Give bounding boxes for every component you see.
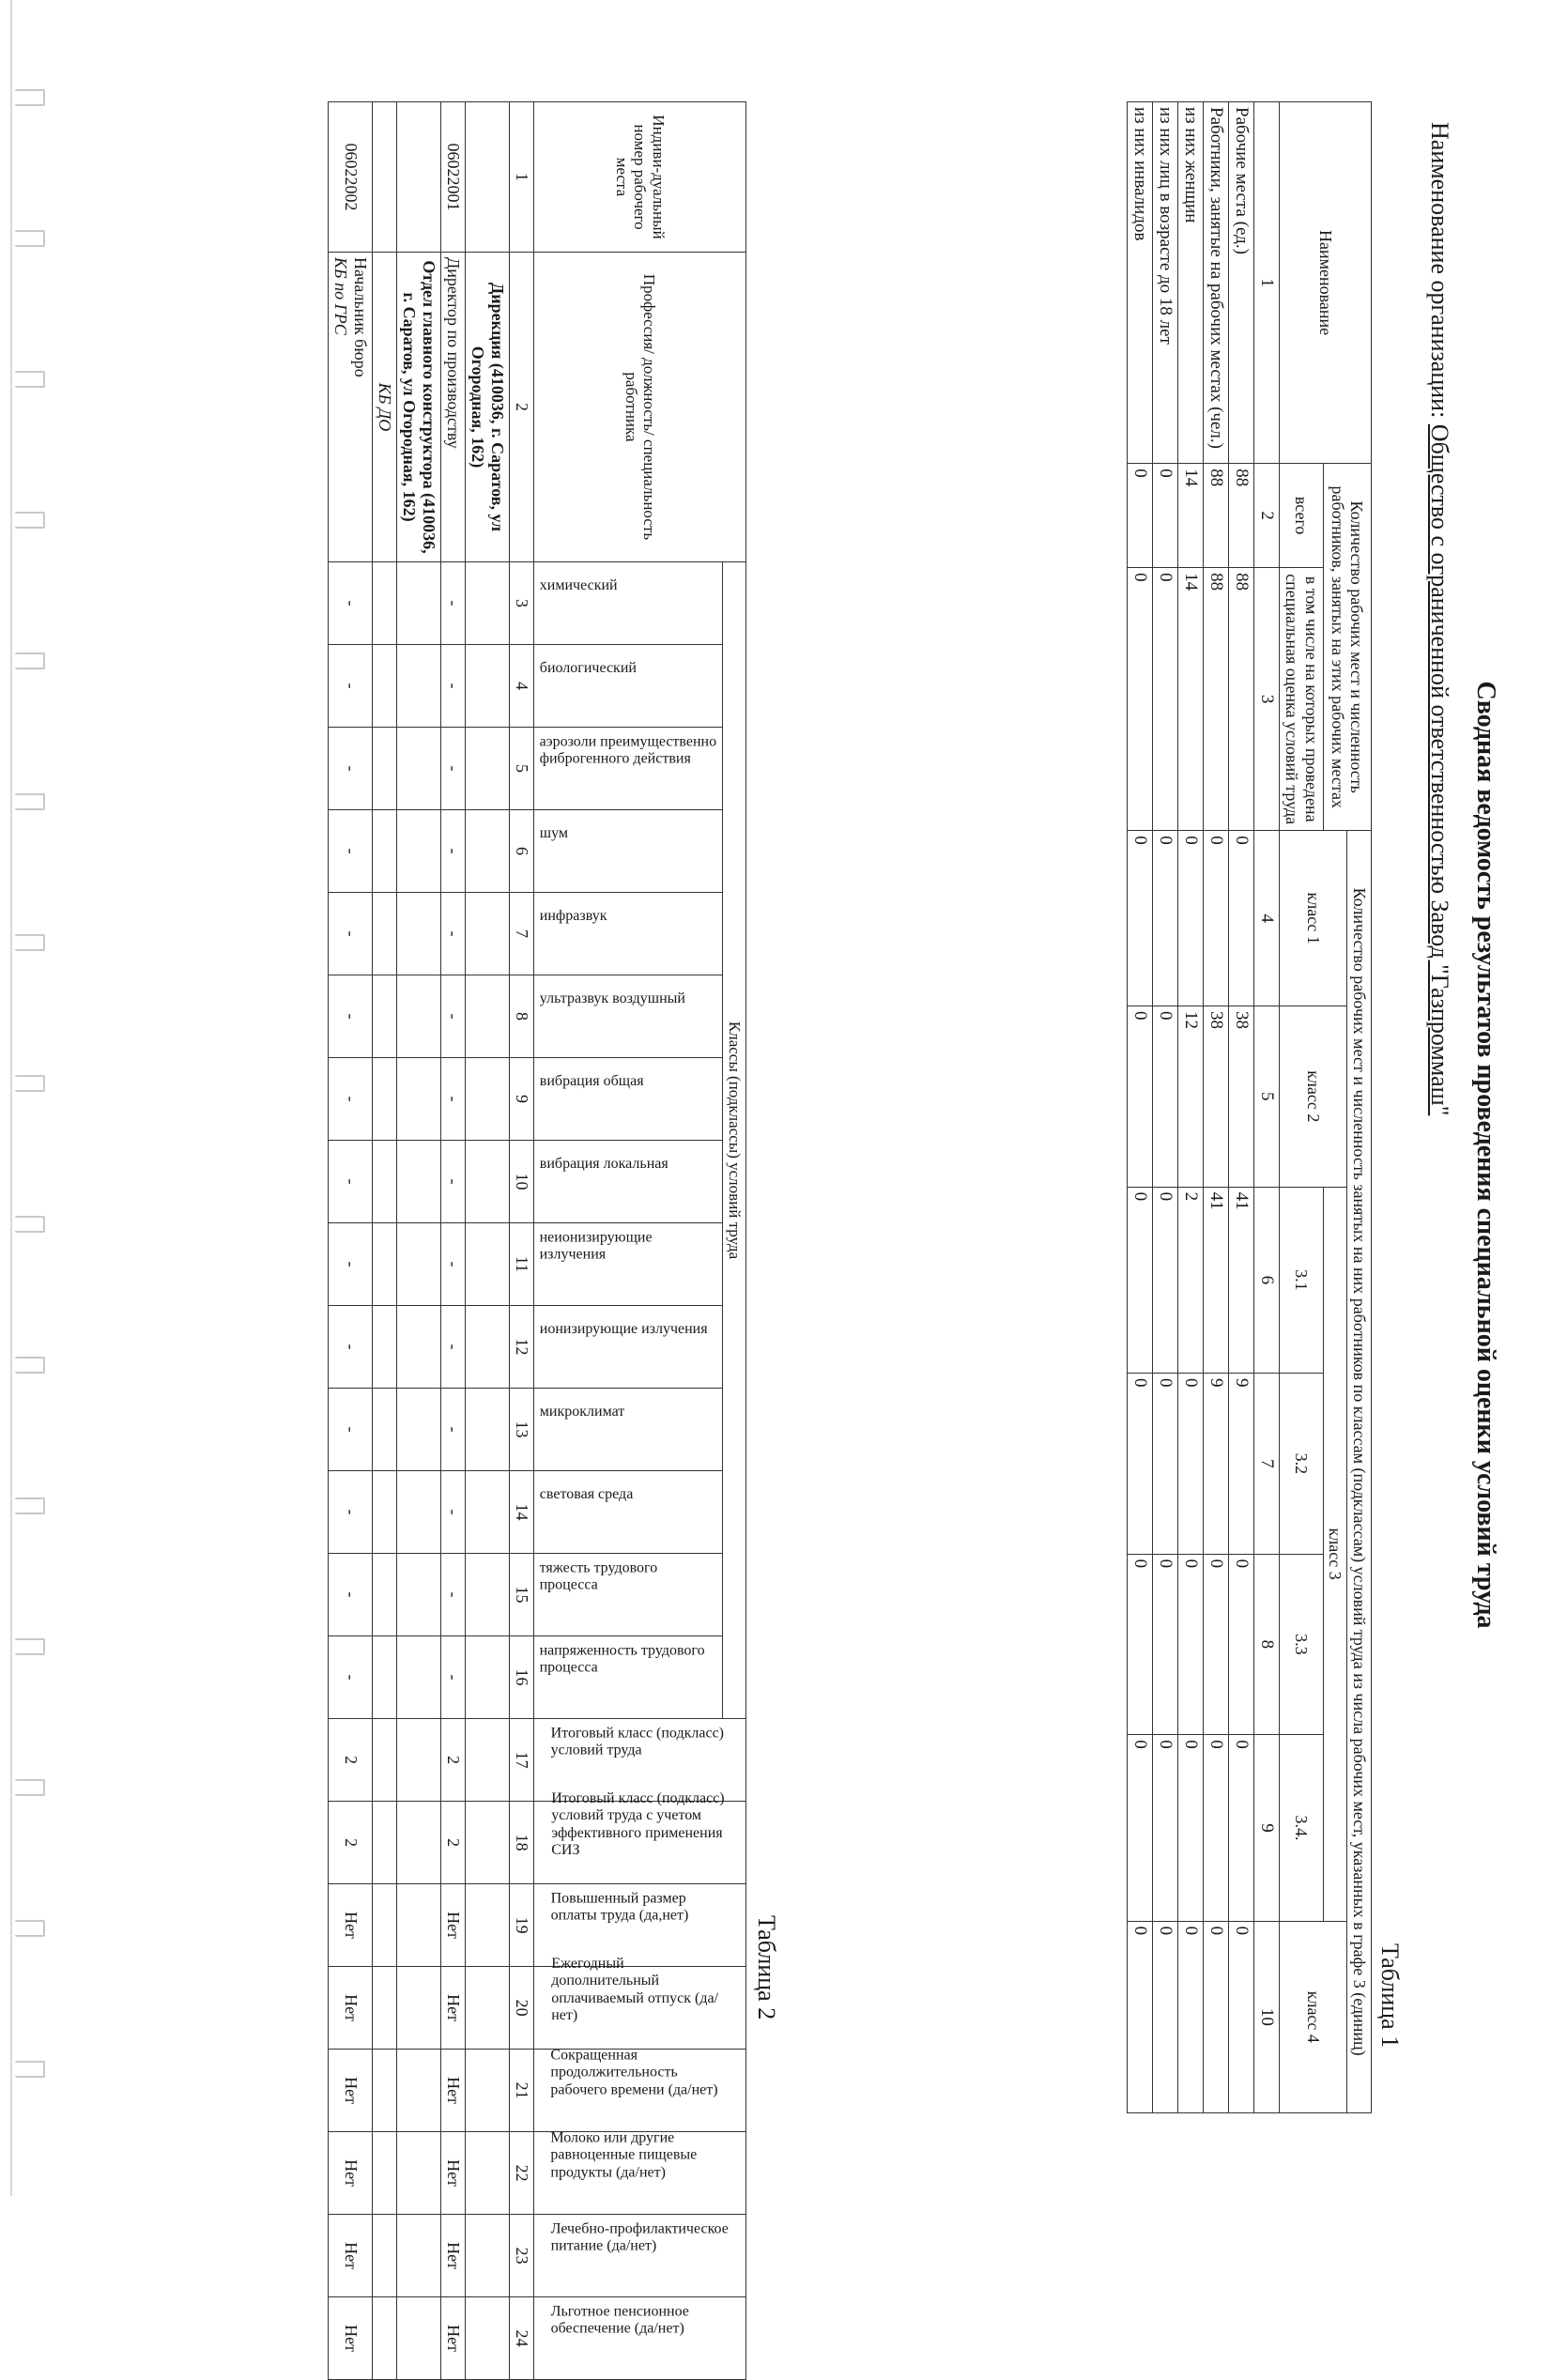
th-class4: класс 4 [1280,1921,1347,2112]
flag-value: Нет [441,1967,466,2050]
binder-hole [15,512,45,529]
organization-line [1425,122,1453,1115]
organization-name: Общество с ограниченной ответственностью Завод "Газпроммаш" [1426,423,1453,1116]
factor-header-label: химический [539,576,618,593]
section-row [466,102,510,2380]
profession: Начальник бюро [351,257,371,377]
column-number: 2 [510,253,534,562]
factor-value: - [441,645,466,728]
flag-value: Нет [329,1967,373,2050]
factor-value: - [329,728,373,810]
factor-value: - [441,893,466,975]
table-row [1153,102,1178,2113]
factor-header-label: микроклимат [539,1403,624,1420]
factor-value: - [441,1471,466,1554]
cell-value: 0 [1128,1554,1153,1735]
cell-value: 0 [1128,1006,1153,1188]
cell-value: 88 [1204,568,1229,831]
column-number: 11 [510,1223,534,1306]
factor-header [534,1141,723,1223]
column-number: 8 [1254,1554,1280,1735]
flag-value: Нет [441,2132,466,2215]
cell-value: 41 [1204,1187,1229,1373]
final-class: 2 [329,1719,373,1802]
column-number: 4 [1254,831,1280,1006]
binder-hole [15,1075,45,1092]
row-label: из них лиц в возрасте до 18 лет [1153,102,1178,464]
factor-value: - [329,1471,373,1554]
column-number: 4 [510,645,534,728]
cell-value: 0 [1153,1735,1178,1921]
binder-hole [15,1779,45,1796]
column-number: 9 [1254,1735,1280,1921]
th-total: всего [1280,464,1323,568]
table-row [1204,102,1229,2113]
table-row [1178,102,1204,2113]
column-number: 1 [1254,102,1280,464]
th-class1: класс 1 [1280,831,1347,1006]
cell-value: 38 [1204,1006,1229,1188]
factor-value: - [441,1058,466,1141]
cell-value: 0 [1204,1921,1229,2112]
factor-value: - [441,1554,466,1636]
cell-value: 0 [1153,1554,1178,1735]
th-profession: Профессия/ должность/ специальность работника [534,253,746,562]
cell-value: 0 [1178,1554,1204,1735]
cell-value: 2 [1178,1187,1204,1373]
cell-value: 0 [1128,568,1153,831]
factor-value: - [329,1389,373,1471]
column-number: 7 [1254,1374,1280,1555]
factor-value: - [441,810,466,893]
factor-header [534,1554,723,1636]
factor-value: - [441,1306,466,1389]
table-row [1128,102,1153,2113]
cell-value: 9 [1204,1374,1229,1555]
factor-value: - [441,1223,466,1306]
final-class-siz: 2 [441,1802,466,1884]
factor-header-label: тяжесть трудового процесса [539,1559,658,1593]
factor-value: - [329,1141,373,1223]
column-number: 19 [510,1884,534,1967]
column-number: 23 [510,2215,534,2297]
cell-value: 0 [1153,568,1178,831]
flag-value: Нет [329,2050,373,2132]
column-number: 24 [510,2297,534,2380]
profession-cell [329,253,373,562]
cell-value: 0 [1178,1921,1204,2112]
column-number: 18 [510,1802,534,1884]
column-number: 17 [510,1719,534,1802]
cell-value: 9 [1229,1374,1254,1555]
factor-value: - [329,1223,373,1306]
factor-header [534,562,723,645]
flag-value: Нет [329,2132,373,2215]
final-class-siz: 2 [329,1802,373,1884]
column-number: 5 [510,728,534,810]
page-edge [10,0,12,2196]
result-header [534,1956,746,2050]
cell-value: 38 [1229,1006,1254,1188]
th-class3-1: 3.1 [1280,1187,1323,1373]
factor-value: - [329,1636,373,1719]
row-label: Рабочие места (ед.) [1229,102,1254,464]
factor-header [534,645,723,728]
organization-label: Наименование организации: [1426,122,1453,419]
column-number: 6 [510,810,534,893]
column-number: 9 [510,1058,534,1141]
factor-value: - [441,975,466,1058]
result-header [534,1790,746,1884]
subsection-heading: КБ ДО [373,253,397,562]
column-number: 6 [1254,1187,1280,1373]
cell-value: 0 [1229,831,1254,1006]
factor-value: - [329,1554,373,1636]
column-number: 3 [510,562,534,645]
factor-header-label: аэрозоли преимущественно фиброгенного действия [539,733,716,767]
column-number: 16 [510,1636,534,1719]
th-class3-4: 3.4. [1280,1735,1323,1921]
table2-column-numbers [510,102,534,2380]
factor-header [534,728,723,810]
row-label: из них инвалидов [1128,102,1153,464]
th-name: Наименование [1280,102,1372,464]
table-row [1229,102,1254,2113]
result-header [534,2047,746,2132]
factor-value: - [441,1389,466,1471]
final-class: 2 [441,1719,466,1802]
result-header [534,1719,746,1802]
column-number: 15 [510,1554,534,1636]
column-number: 13 [510,1389,534,1471]
flag-value: Нет [329,2297,373,2380]
result-header [534,2129,746,2215]
binder-hole [15,371,45,388]
column-number: 1 [510,102,534,253]
factor-header-label: ионизирующие излучения [539,1320,708,1337]
profession-unit: КБ по ГРС [331,257,351,335]
column-number: 14 [510,1471,534,1554]
binder-hole [15,793,45,810]
th-incl: в том числе на которых проведена специальная оценка условий труда [1280,568,1323,831]
column-number: 20 [510,1967,534,2050]
column-number: 7 [510,893,534,975]
factor-value: - [329,975,373,1058]
binder-hole [15,230,45,247]
factor-header-label: вибрация общая [539,1072,644,1089]
factor-header [534,1389,723,1471]
factor-header [534,810,723,893]
result-header [534,2297,746,2380]
factor-header-label: ультразвук воздушный [539,990,685,1006]
flag-value: Нет [329,1884,373,1967]
binder-hole [15,1497,45,1514]
th-classes-group: Классы (подклассы) условий труда [723,562,746,1719]
document-title: Сводная ведомость результатов проведения специальной оценки условий труда [1471,681,1500,1629]
subsection-row [373,102,397,2380]
cell-value: 0 [1128,1735,1153,1921]
result-header-label: Ежегодный дополнительный оплачиваемый отпуск (да/нет) [550,1956,718,2024]
cell-value: 88 [1229,464,1254,568]
profession-cell [441,253,466,562]
summary-table [1127,101,1372,2113]
binder-hole [15,1638,45,1655]
cell-value: 0 [1204,1735,1229,1921]
factor-header-label: биологический [539,659,637,676]
cell-value: 0 [1128,831,1153,1006]
factor-header-label: световая среда [539,1485,633,1502]
flag-value: Нет [441,1884,466,1967]
flag-value: Нет [441,2050,466,2132]
th-id: Индиви-дуальный номер рабочего места [534,102,746,253]
factor-value: - [441,728,466,810]
cell-value: 0 [1153,1921,1178,2112]
binder-hole [15,653,45,669]
row-label: Работники, занятые на рабочих местах (чел.) [1204,102,1229,464]
flag-value: Нет [329,2215,373,2297]
column-number: 12 [510,1306,534,1389]
column-number: 3 [1254,568,1280,831]
result-header-label: Итоговый класс (подкласс) условий труда [550,1725,725,1759]
section-heading: Отдел главного конструктора (410036, г. Саратов, ул Огородная, 162) [397,253,441,562]
factor-value: - [329,1306,373,1389]
factor-header-label: инфразвук [539,907,607,924]
result-header [534,1884,746,1967]
result-header-label: Сокращенная продолжительность рабочего времени (да/нет) [550,2047,718,2098]
factor-value: - [329,893,373,975]
cell-value: 0 [1128,464,1153,568]
binder-hole [15,89,45,106]
result-header-label: Молоко или другие равноценные пищевые продукты (да/нет) [550,2129,698,2181]
column-number: 22 [510,2132,534,2215]
cell-value: 0 [1178,1735,1204,1921]
flag-value: Нет [441,2215,466,2297]
factor-header [534,975,723,1058]
factor-header-label: напряженность трудового процесса [539,1642,705,1676]
table-row [329,102,373,2380]
factor-value: - [329,810,373,893]
th-class3-3: 3.3 [1280,1554,1323,1735]
profession: Директор по производству [444,257,464,449]
table-row [441,102,466,2380]
cell-value: 0 [1178,831,1204,1006]
cell-value: 14 [1178,568,1204,831]
cell-value: 0 [1153,1006,1178,1188]
th-class3: класс 3 [1323,1187,1347,1921]
result-header-label: Лечебно-профилактическое питание (да/нет) [550,2220,729,2255]
cell-value: 0 [1153,1374,1178,1555]
factor-value: - [441,1636,466,1719]
factor-header [534,893,723,975]
factor-header-label: шум [539,824,568,841]
factor-header [534,1223,723,1306]
factor-header [534,1471,723,1554]
cell-value: 0 [1128,1921,1153,2112]
column-number: 2 [1254,464,1280,568]
result-header-label: Повышенный размер оплаты труда (да,нет) [550,1890,689,1925]
column-number: 8 [510,975,534,1058]
cell-value: 14 [1178,464,1204,568]
factor-value: - [441,1141,466,1223]
binder-holes [17,0,45,2196]
factor-header [534,1058,723,1141]
factor-value: - [329,562,373,645]
cell-value: 0 [1153,831,1178,1006]
flag-value: Нет [441,2297,466,2380]
th-class2: класс 2 [1280,1006,1347,1188]
column-number: 10 [1254,1921,1280,2112]
binder-hole [15,1920,45,1937]
workplace-table [328,101,746,2380]
cell-value: 0 [1153,1187,1178,1373]
cell-value: 0 [1229,1554,1254,1735]
row-label: из них женщин [1178,102,1204,464]
column-number: 10 [510,1141,534,1223]
factor-value: - [441,562,466,645]
result-header [534,2215,746,2297]
binder-hole [15,1357,45,1374]
factor-value: - [329,1058,373,1141]
factor-header [534,1636,723,1719]
cell-value: 0 [1128,1374,1153,1555]
cell-value: 0 [1128,1187,1153,1373]
th-class3-2: 3.2 [1280,1374,1323,1555]
cell-value: 41 [1229,1187,1254,1373]
cell-value: 12 [1178,1006,1204,1188]
result-header-label: Итоговый класс (подкласс) условий труда с учетом эффективного применения СИЗ [550,1790,725,1859]
column-number: 5 [1254,1006,1280,1188]
factor-header-label: вибрация локальная [539,1155,668,1172]
table2-caption: Таблица 2 [753,1915,780,2020]
cell-value: 0 [1178,1374,1204,1555]
table1-column-numbers [1254,102,1280,2113]
cell-value: 0 [1153,464,1178,568]
cell-value: 0 [1204,1554,1229,1735]
cell-value: 0 [1229,1921,1254,2112]
workplace-id: 06022002 [329,102,373,253]
factor-header-label: неионизирующие излучения [539,1229,653,1263]
section-row [397,102,441,2380]
factor-header [534,1306,723,1389]
cell-value: 0 [1229,1735,1254,1921]
cell-value: 88 [1204,464,1229,568]
cell-value: 0 [1204,831,1229,1006]
workplace-id: 06022001 [441,102,466,253]
table1-caption: Таблица 1 [1376,1943,1404,2049]
factor-value: - [329,645,373,728]
section-heading: Дирекция (410036, г. Саратов, ул Огородная, 162) [466,253,510,562]
binder-hole [15,934,45,951]
binder-hole [15,2061,45,2078]
cell-value: 88 [1229,568,1254,831]
result-header-label: Льготное пенсионное обеспечение (да/нет) [550,2303,689,2338]
binder-hole [15,1216,45,1233]
th-count-group: Количество рабочих мест и численность работников, занятых на этих рабочих местах [1323,464,1371,831]
th-class-group: Количество рабочих мест и численность занятых на них работников по классам (подклассам) условий труда из числа рабочих мест, указанных в графе 3 (единиц) [1347,831,1372,2113]
column-number: 21 [510,2050,534,2132]
